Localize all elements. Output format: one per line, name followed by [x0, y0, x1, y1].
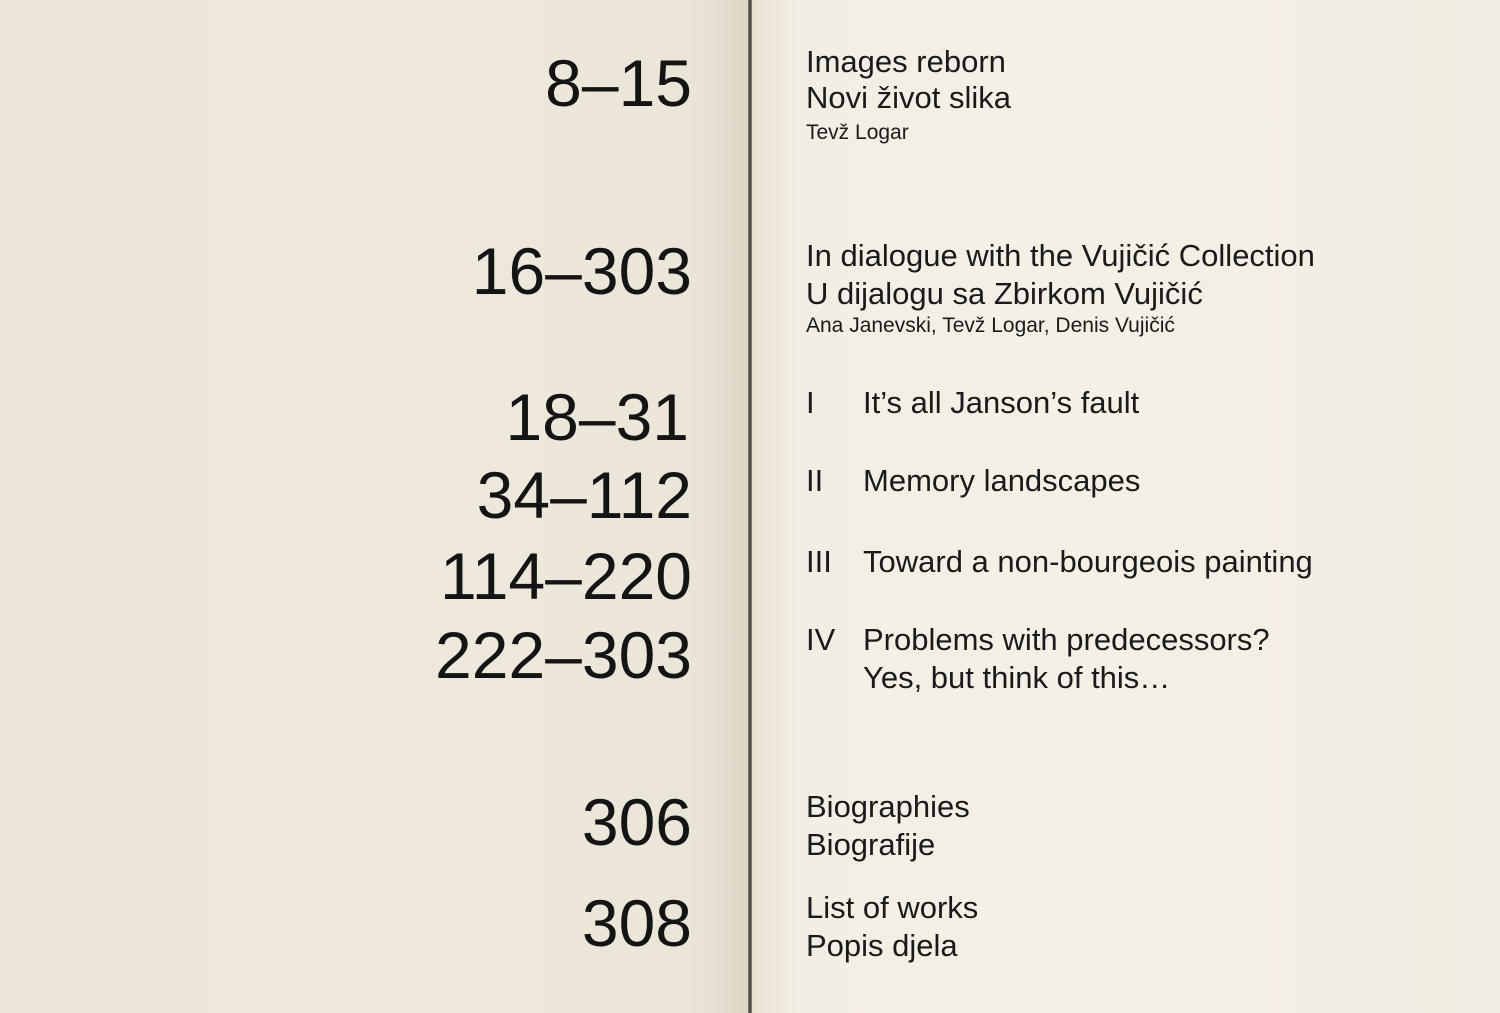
entry-title-en: Biographies	[806, 789, 970, 824]
page-range-chapter-2: 34–112	[476, 458, 692, 532]
chapter-title: Toward a non-bourgeois painting	[863, 544, 1313, 579]
toc-chapter-3[interactable]	[806, 543, 1313, 581]
entry-title-hr: Novi život slika	[806, 80, 1011, 115]
page-range-chapter-4: 222–303	[435, 618, 692, 692]
page-range-chapter-1: 18–31	[505, 380, 689, 454]
toc-chapter-2[interactable]	[806, 462, 1140, 500]
page-range-chapter-3: 114–220	[439, 539, 692, 613]
toc-chapter-4[interactable]	[806, 621, 1270, 697]
toc-entry-list-of-works[interactable]	[806, 889, 978, 965]
chapter-numeral: IV	[806, 622, 836, 657]
entry-authors: Tevž Logar	[806, 121, 909, 144]
entry-title-hr: U dijalogu sa Zbirkom Vujičić	[806, 276, 1203, 311]
chapter-title: Memory landscapes	[863, 463, 1141, 498]
page-range-list-of-works: 308	[581, 886, 692, 960]
page-range-biographies: 306	[581, 785, 692, 859]
toc-chapter-1[interactable]	[806, 384, 1139, 422]
page-range-images-reborn: 8–15	[545, 46, 692, 120]
chapter-numeral: I	[806, 385, 815, 420]
chapter-title-continued: Yes, but think of this…	[863, 660, 1171, 695]
entry-authors: Ana Janevski, Tevž Logar, Denis Vujičić	[806, 314, 1175, 337]
chapter-numeral: III	[806, 544, 832, 579]
page-range-dialogue: 16–303	[471, 234, 692, 308]
toc-entry-biographies[interactable]	[806, 788, 970, 864]
chapter-numeral: II	[806, 463, 824, 498]
chapter-title: It’s all Janson’s fault	[863, 385, 1140, 420]
entry-title-hr: Biografije	[806, 827, 936, 862]
toc-entry-dialogue[interactable]	[806, 237, 1315, 339]
toc-entry-images-reborn[interactable]	[806, 44, 1011, 146]
book-gutter	[748, 0, 752, 1013]
entry-title-en: Images reborn	[806, 44, 1006, 79]
entry-title-en: In dialogue with the Vujičić Collection	[806, 238, 1315, 273]
entry-title-hr: Popis djela	[806, 928, 958, 963]
entry-title-en: List of works	[806, 890, 979, 925]
chapter-title: Problems with predecessors?	[863, 622, 1270, 657]
